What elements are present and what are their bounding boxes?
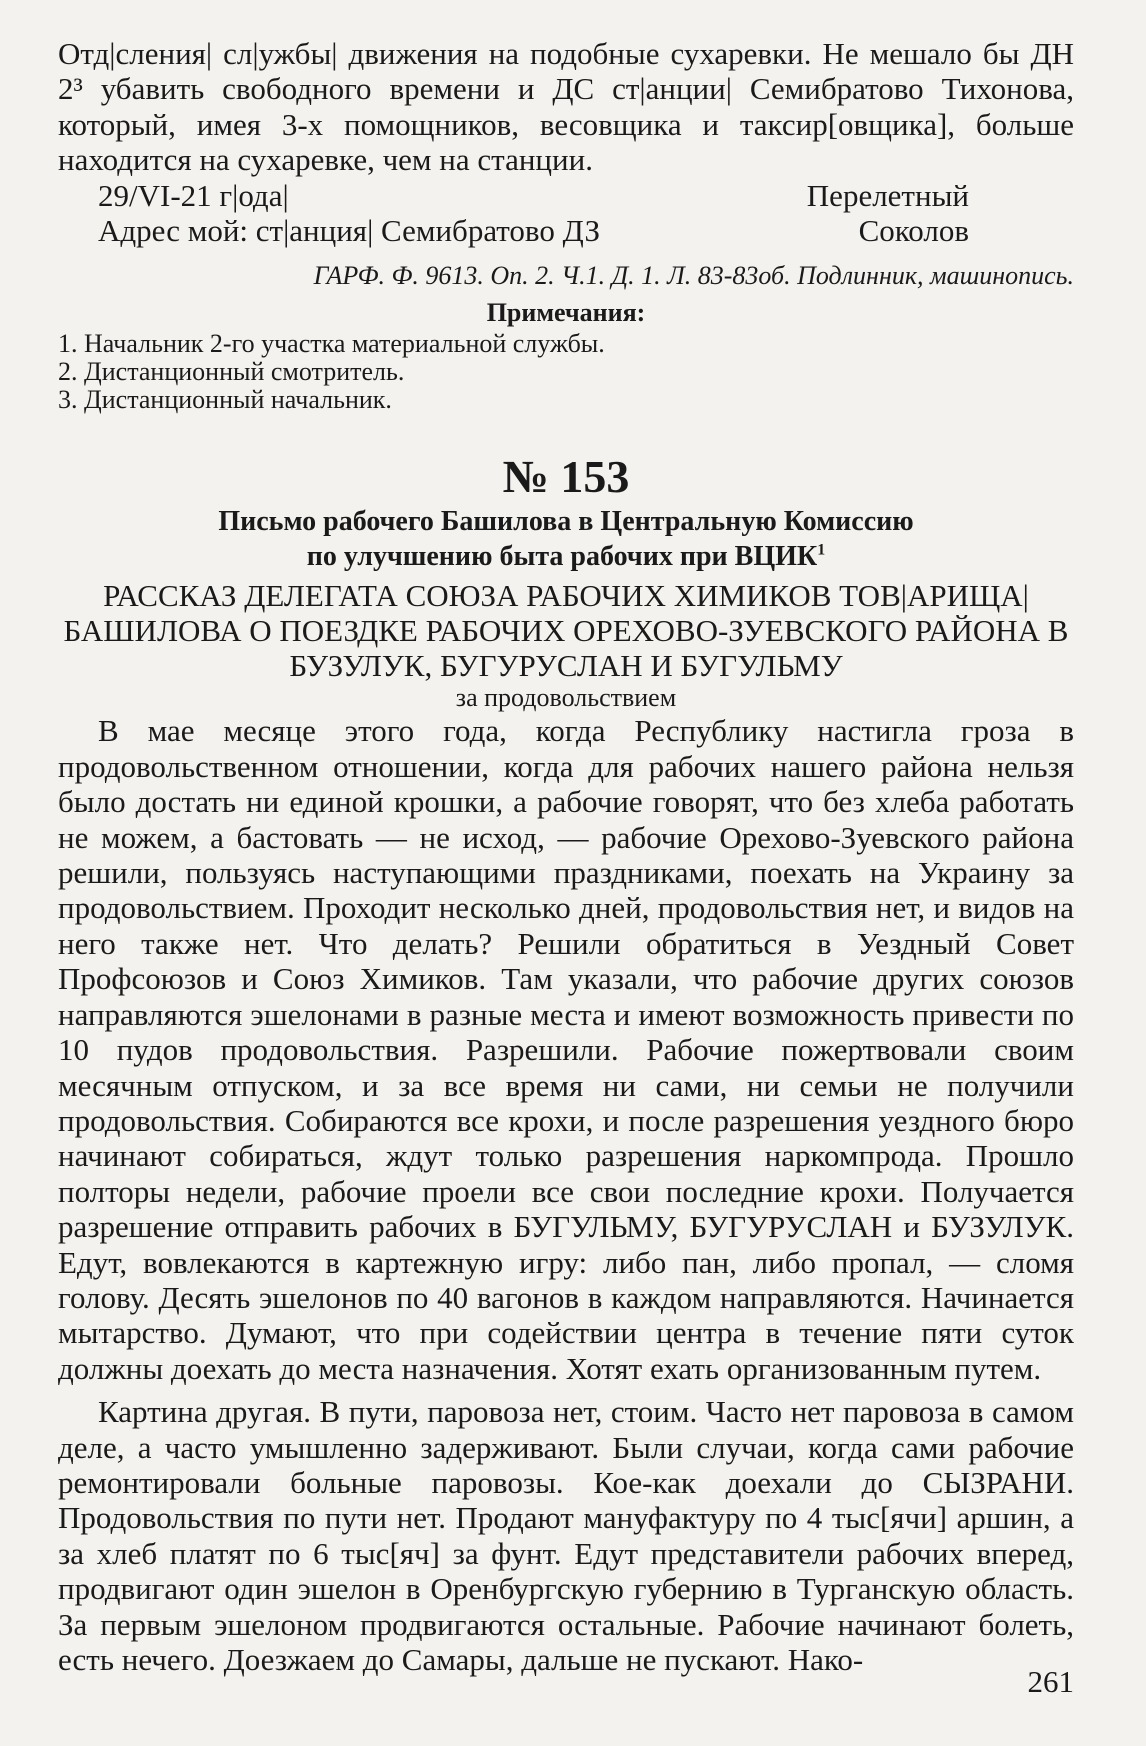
body-paragraph-1: В мае месяце этого года, когда Республику настигла гроза в продовольственном отношении, когда для рабочих нашего района нельзя было достать ни единой крошки, а рабочие говорят, что без хлеба работать не можем, а бастовать — не исход, — рабочие Орехово-Зуевского района решили, пользуясь наступающими праздниками, поехать на Украину за продовольствием. Проходит несколько дней, продовольствия нет, и видов на него также нет. Что делать? Решили обратиться в Уездный Совет Профсоюзов и Союз Химиков. Там указали, что рабочие других союзов направляются эшелонами в разные места и имеют возможность привести по 10 пудов продовольствия. Разрешили. Рабочие пожертвовали своим месячным отпуском, и за все время ни сами, ни семьи не получили продовольствия. Собираются все крохи, и после разрешения уездного бюро начинают собираться, ждут только разрешения наркомпрода. Прошло полторы недели, рабочие проели все свои последние крохи. Получается разрешение отправить рабочих в БУГУЛЬМУ, БУГУРУСЛАН и БУЗУЛУК. Едут, вовлекаются в картежную игру: либо пан, либо пропал, — сломя голову. Десять эшелонов по 40 вагонов в каждом направляются. Начинается мытарство. Думают, что при содействии центра в течение пяти суток должны доехать до места назначения. Хотят ехать организованным путем.	[58, 713, 1074, 1386]
signature-name: Перелетный	[806, 177, 969, 213]
document-title-line-2	[58, 539, 1074, 574]
story-subtitle: за продовольствием	[455, 683, 677, 713]
document-title-text: по улучшению быта рабочих при ВЦИК	[306, 541, 818, 573]
page-content	[58, 36, 1074, 1677]
document-number: № 153	[502, 451, 630, 503]
story-caps-title: РАССКАЗ ДЕЛЕГАТА СОЮЗА РАБОЧИХ ХИМИКОВ ТОВ|АРИЩА|БАШИЛОВА О ПОЕЗДКЕ РАБОЧИХ ОРЕХОВО-ЗУЕВСКОГО РАЙОНА В БУЗУЛУК, БУГУРУСЛАН И БУГУЛЬМУ	[63, 578, 1069, 684]
document-title-line-1: Письмо рабочего Башилова в Центральную Комиссию	[218, 506, 914, 538]
intro-paragraph: Отд|сления| сл|ужбы| движения на подобные сухаревки. Не мешало бы ДН 2³ убавить свободного времени и ДС ст|анции| Семибратово Тихонова, который, имея 3-х помощников, весовщика и таксир[овщика], больше находится на сухаревке, чем на станции.	[58, 36, 1074, 178]
body-paragraph-2: Картина другая. В пути, паровоза нет, стоим. Часто нет паровоза в самом деле, а часто умышленно задерживают. Были случаи, когда сами рабочие ремонтировали больные паровозы. Кое-как доехали до СЫЗРАНИ. Продовольствия по пути нет. Продают мануфактуру по 4 тыс[ячи] аршин, а за хлеб платят по 6 тыс[яч] за фунт. Едут представители рабочих вперед, продвигают один эшелон в Оренбургскую губернию в Турганскую область. За первым эшелоном продвигаются остальные. Рабочие начинают болеть, есть нечего. Доезжаем до Самары, дальше не пускают. Нако-	[58, 1394, 1074, 1677]
archive-reference: ГАРФ. Ф. 9613. Оп. 2. Ч.1. Д. 1. Л. 83-83об. Подлинник, машинопись.	[313, 261, 1074, 291]
sender-address: Адрес мой: ст|анция| Семибратово ДЗ	[98, 213, 601, 249]
title-footnote-marker: 1	[817, 542, 826, 560]
letter-date: 29/VI-21 г|ода|	[98, 177, 289, 213]
note-item: 2. Дистанционный смотритель.	[58, 357, 405, 387]
signature-surname: Соколов	[858, 213, 969, 249]
notes-title: Примечания:	[486, 298, 646, 328]
note-item: 1. Начальник 2-го участка материальной службы.	[58, 329, 605, 359]
paragraph-gap	[58, 1386, 1074, 1394]
signature-row-1	[58, 178, 1074, 213]
signature-row-2	[58, 213, 1074, 248]
page-number: 261	[1027, 1664, 1074, 1699]
note-item: 3. Дистанционный начальник.	[58, 385, 392, 415]
